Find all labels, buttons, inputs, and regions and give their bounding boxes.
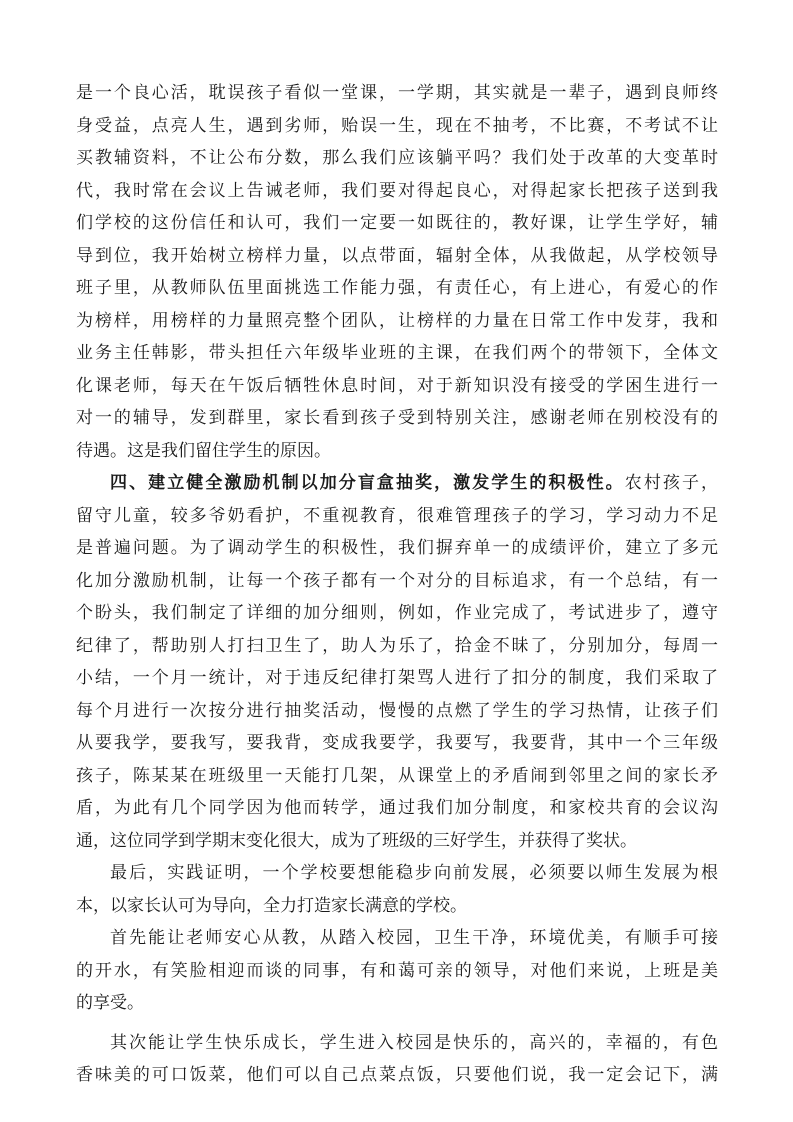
text-line: 盾，为此有几个同学因为他而转学，通过我们加分制度，和家校共育的会议沟 [76,798,718,818]
text-line: 为榜样，用榜样的力量照亮整个团队，让榜样的力量在日常工作中发芽，我和 [76,310,718,331]
text-line: 小结，一个月一统计，对于违反纪律打架骂人进行了扣分的制度，我们采取了 [76,668,718,688]
text-line: 待遇。这是我们留住学生的原因。 [76,440,331,461]
text-line: 们学校的这份信任和认可，我们一定要一如既往的，教好课，让学生学好，辅 [76,213,718,233]
text-line: 化加分激励机制，让每一个孩子都有一个对分的目标追求，有一个总结，有一 [76,570,718,591]
text-line: 是普遍问题。为了调动学生的积极性，我们摒弃单一的成绩评价，建立了多元 [76,538,718,558]
text-line: 每个月进行一次按分进行抽奖活动，慢慢的点燃了学生的学习热情，让孩子们 [76,700,718,721]
document-body [76,77,718,1092]
text-line: 首先能让老师安心从教，从踏入校园，卫生干净，环境优美，有顺手可接 [110,928,718,948]
text-line: 的享受。 [76,993,144,1013]
text-line: 买教辅资料，不让公布分数，那么我们应该躺平吗？我们处于改革的大变革时 [76,148,718,168]
paragraph-5 [76,1027,718,1092]
section-heading: 四、建立健全激励机制以加分盲盒抽奖，激发学生的积极性。 [110,473,625,493]
paragraph-2 [76,467,718,857]
text-line: 班子里，从教师队伍里面挑选工作能力强，有责任心，有上进心，有爱心的作 [76,278,718,298]
text-line: 的开水，有笑脸相迎而谈的同事，有和蔼可亲的领导，对他们来说，上班是美 [76,960,718,981]
text-line: 对一的辅导，发到群里，家长看到孩子受到特别关注，感谢老师在别校没有的 [76,408,718,428]
heading-line [76,467,718,500]
text-line: 导到位，我开始树立榜样力量，以点带面，辐射全体，从我做起，从学校领导 [76,245,718,266]
text-line: 业务主任韩影，带头担任六年级毕业班的主课，在我们两个的带领下，全体文 [76,343,718,363]
text-line: 身受益，点亮人生，遇到劣师，贻误一生，现在不抽考，不比赛，不考试不让 [76,115,718,136]
text-line: 本，以家长认可为导向，全力打造家长满意的学校。 [76,895,467,916]
paragraph-3 [76,857,718,922]
text-line: 最后，实践证明，一个学校要想能稳步向前发展，必须要以师生发展为根 [110,863,718,883]
text-line: 纪律了，帮助别人打扫卫生了，助人为乐了，拾金不昧了，分别加分，每周一 [76,635,718,656]
text-line: 通，这位同学到学期末变化很大，成为了班级的三好学生，并获得了奖状。 [76,830,637,851]
text-line: 代，我时常在会议上告诫老师，我们要对得起良心，对得起家长把孩子送到我 [76,180,718,201]
text-line: 从要我学，要我写，要我背，变成我要学，我要写，我要背，其中一个三年级 [76,733,718,753]
paragraph-4 [76,922,718,1020]
text-line: 化课老师，每天在午饭后牺牲休息时间，对于新知识没有接受的学困生进行一 [76,375,718,396]
text-line: 个盼头，我们制定了详细的加分细则，例如，作业完成了，考试进步了，遵守 [76,603,718,623]
paragraph-1 [76,77,718,467]
text-line: 孩子，陈某某在班级里一天能打几架，从课堂上的矛盾闹到邻里之间的家长矛 [76,765,718,786]
text-line: 香味美的可口饭菜，他们可以自己点菜点饭，只要他们说，我一定会记下，满 [76,1065,718,1085]
text-line: 是一个良心活，耽误孩子看似一堂课，一学期，其实就是一辈子，遇到良师终 [76,83,718,103]
text-line: 其次能让学生快乐成长，学生进入校园是快乐的，高兴的，幸福的，有色 [110,1032,718,1053]
heading-line-rest: 农村孩子， [624,473,718,493]
text-line: 留守儿童，较多爷奶看护，不重视教育，很难管理孩子的学习，学习动力不足 [76,505,718,526]
